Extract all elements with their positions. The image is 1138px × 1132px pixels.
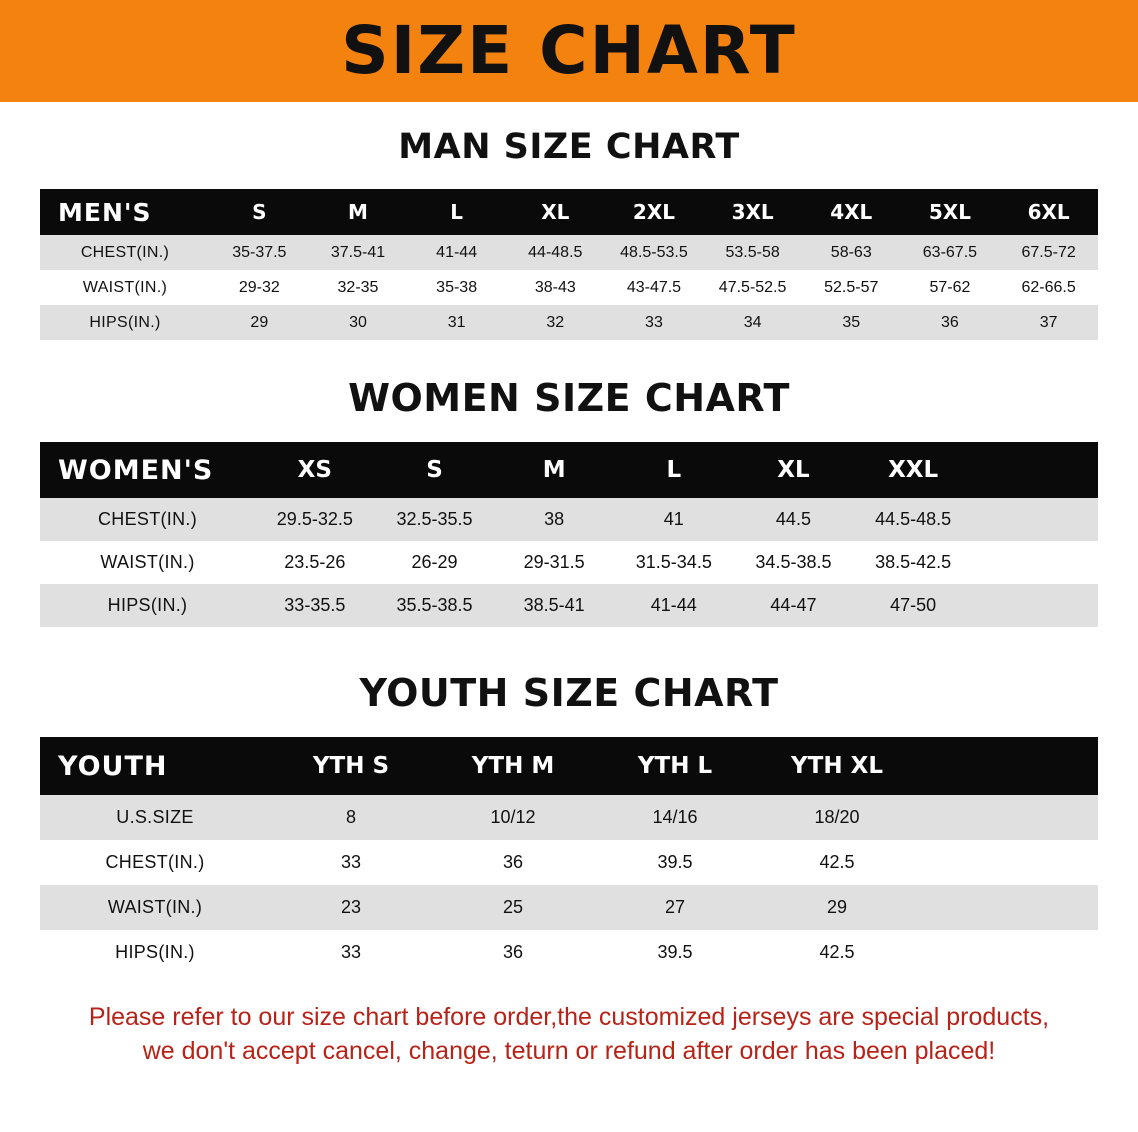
man-cell-0-0: 35-37.5 [210, 235, 309, 270]
man-cell-0-5: 53.5-58 [703, 235, 802, 270]
youth-header-cell-1: YTH S [270, 737, 432, 795]
women-header-cell-6: XXL [853, 442, 973, 498]
man-cell-1-2: 35-38 [407, 270, 506, 305]
table-row [40, 541, 1098, 584]
man-header-cell-1: S [210, 189, 309, 235]
youth-cell-3-2: 39.5 [594, 930, 756, 975]
table-row [40, 930, 1098, 975]
youth-cell-2-0: 23 [270, 885, 432, 930]
women-cell-2-1: 35.5-38.5 [375, 584, 495, 627]
youth-table-body [40, 795, 1098, 975]
youth-header-cell-0: YOUTH [40, 737, 270, 795]
youth-header-cell-3: YTH L [594, 737, 756, 795]
women-cell-1-1: 26-29 [375, 541, 495, 584]
youth-cell-3-1: 36 [432, 930, 594, 975]
table-row [40, 795, 1098, 840]
man-cell-2-7: 36 [901, 305, 1000, 340]
table-row [40, 305, 1098, 340]
women-cell-0-0: 29.5-32.5 [255, 498, 375, 541]
youth-header-cell-2: YTH M [432, 737, 594, 795]
youth-header-spacer [918, 737, 1098, 795]
table-row [40, 498, 1098, 541]
man-cell-0-8: 67.5-72 [999, 235, 1098, 270]
youth-size-table-container [40, 737, 1098, 975]
man-row-label-1: WAIST(IN.) [40, 270, 210, 305]
youth-cell-1-0: 33 [270, 840, 432, 885]
youth-header-cell-4: YTH XL [756, 737, 918, 795]
man-table-body [40, 235, 1098, 340]
table-row [40, 840, 1098, 885]
youth-size-table [40, 737, 1098, 975]
man-header-cell-0: MEN'S [40, 189, 210, 235]
man-size-table-container [40, 189, 1098, 340]
women-cell-2-0: 33-35.5 [255, 584, 375, 627]
youth-table-head [40, 737, 1098, 795]
youth-cell-2-3: 29 [756, 885, 918, 930]
man-header-cell-5: 2XL [605, 189, 704, 235]
youth-row-label-0: U.S.SIZE [40, 795, 270, 840]
women-row-label-2: HIPS(IN.) [40, 584, 255, 627]
man-header-cell-2: M [309, 189, 408, 235]
women-cell-1-spacer [973, 541, 1098, 584]
man-cell-0-1: 37.5-41 [309, 235, 408, 270]
man-header-cell-6: 3XL [703, 189, 802, 235]
women-cell-1-5: 38.5-42.5 [853, 541, 973, 584]
man-cell-1-1: 32-35 [309, 270, 408, 305]
man-cell-0-6: 58-63 [802, 235, 901, 270]
man-table-head [40, 189, 1098, 235]
youth-cell-3-3: 42.5 [756, 930, 918, 975]
women-cell-0-4: 44.5 [734, 498, 854, 541]
man-cell-2-2: 31 [407, 305, 506, 340]
youth-cell-0-3: 18/20 [756, 795, 918, 840]
youth-cell-1-1: 36 [432, 840, 594, 885]
youth-cell-3-0: 33 [270, 930, 432, 975]
table-row [40, 235, 1098, 270]
women-cell-1-2: 29-31.5 [494, 541, 614, 584]
women-cell-1-3: 31.5-34.5 [614, 541, 734, 584]
women-cell-0-spacer [973, 498, 1098, 541]
women-cell-0-5: 44.5-48.5 [853, 498, 973, 541]
table-row [40, 270, 1098, 305]
man-cell-1-5: 47.5-52.5 [703, 270, 802, 305]
youth-cell-2-spacer [918, 885, 1098, 930]
women-header-cell-3: M [494, 442, 614, 498]
women-cell-2-4: 44-47 [734, 584, 854, 627]
man-cell-1-6: 52.5-57 [802, 270, 901, 305]
women-cell-2-spacer [973, 584, 1098, 627]
man-cell-1-4: 43-47.5 [605, 270, 704, 305]
man-cell-2-6: 35 [802, 305, 901, 340]
youth-cell-2-2: 27 [594, 885, 756, 930]
youth-cell-2-1: 25 [432, 885, 594, 930]
women-cell-2-3: 41-44 [614, 584, 734, 627]
man-cell-2-8: 37 [999, 305, 1098, 340]
man-cell-1-0: 29-32 [210, 270, 309, 305]
youth-cell-0-1: 10/12 [432, 795, 594, 840]
youth-cell-0-2: 14/16 [594, 795, 756, 840]
man-row-label-0: CHEST(IN.) [40, 235, 210, 270]
youth-cell-1-3: 42.5 [756, 840, 918, 885]
youth-cell-1-2: 39.5 [594, 840, 756, 885]
man-cell-2-3: 32 [506, 305, 605, 340]
policy-note [69, 1001, 1069, 1069]
man-cell-2-5: 34 [703, 305, 802, 340]
women-cell-0-2: 38 [494, 498, 614, 541]
man-size-table [40, 189, 1098, 340]
women-size-table-container [40, 442, 1098, 627]
women-cell-1-4: 34.5-38.5 [734, 541, 854, 584]
youth-cell-3-spacer [918, 930, 1098, 975]
youth-cell-1-spacer [918, 840, 1098, 885]
page-header-banner [0, 0, 1138, 102]
man-cell-2-1: 30 [309, 305, 408, 340]
policy-note-line-2: we don't accept cancel, change, teturn or refund after order has been placed! [142, 1036, 996, 1065]
man-header-row [40, 189, 1098, 235]
women-header-cell-2: S [375, 442, 495, 498]
youth-cell-0-spacer [918, 795, 1098, 840]
youth-section-title: YOUTH SIZE CHART [359, 671, 779, 715]
man-cell-0-3: 44-48.5 [506, 235, 605, 270]
women-row-label-1: WAIST(IN.) [40, 541, 255, 584]
table-row [40, 885, 1098, 930]
women-cell-0-1: 32.5-35.5 [375, 498, 495, 541]
women-row-label-0: CHEST(IN.) [40, 498, 255, 541]
women-header-cell-5: XL [734, 442, 854, 498]
youth-row-label-1: CHEST(IN.) [40, 840, 270, 885]
man-header-cell-7: 4XL [802, 189, 901, 235]
women-section-title: WOMEN SIZE CHART [348, 376, 790, 420]
page-title: SIZE CHART [341, 12, 797, 89]
women-cell-1-0: 23.5-26 [255, 541, 375, 584]
man-header-cell-9: 6XL [999, 189, 1098, 235]
women-header-cell-4: L [614, 442, 734, 498]
man-cell-2-4: 33 [605, 305, 704, 340]
youth-row-label-2: WAIST(IN.) [40, 885, 270, 930]
women-cell-0-3: 41 [614, 498, 734, 541]
man-row-label-2: HIPS(IN.) [40, 305, 210, 340]
man-cell-0-2: 41-44 [407, 235, 506, 270]
man-cell-1-7: 57-62 [901, 270, 1000, 305]
youth-row-label-3: HIPS(IN.) [40, 930, 270, 975]
women-cell-2-2: 38.5-41 [494, 584, 614, 627]
women-header-row [40, 442, 1098, 498]
man-cell-1-3: 38-43 [506, 270, 605, 305]
policy-note-line-1: Please refer to our size chart before order,the customized jerseys are special products, [88, 1003, 1050, 1031]
man-header-cell-3: L [407, 189, 506, 235]
table-row [40, 584, 1098, 627]
man-cell-0-4: 48.5-53.5 [605, 235, 704, 270]
women-table-body [40, 498, 1098, 627]
women-cell-2-5: 47-50 [853, 584, 973, 627]
man-header-cell-8: 5XL [901, 189, 1000, 235]
man-header-cell-4: XL [506, 189, 605, 235]
women-table-head [40, 442, 1098, 498]
man-cell-1-8: 62-66.5 [999, 270, 1098, 305]
youth-header-row [40, 737, 1098, 795]
man-cell-0-7: 63-67.5 [901, 235, 1000, 270]
man-cell-2-0: 29 [210, 305, 309, 340]
youth-cell-0-0: 8 [270, 795, 432, 840]
women-header-spacer [973, 442, 1098, 498]
women-header-cell-0: WOMEN'S [40, 442, 255, 498]
man-section-title: MAN SIZE CHART [398, 127, 740, 167]
women-size-table [40, 442, 1098, 627]
women-header-cell-1: XS [255, 442, 375, 498]
